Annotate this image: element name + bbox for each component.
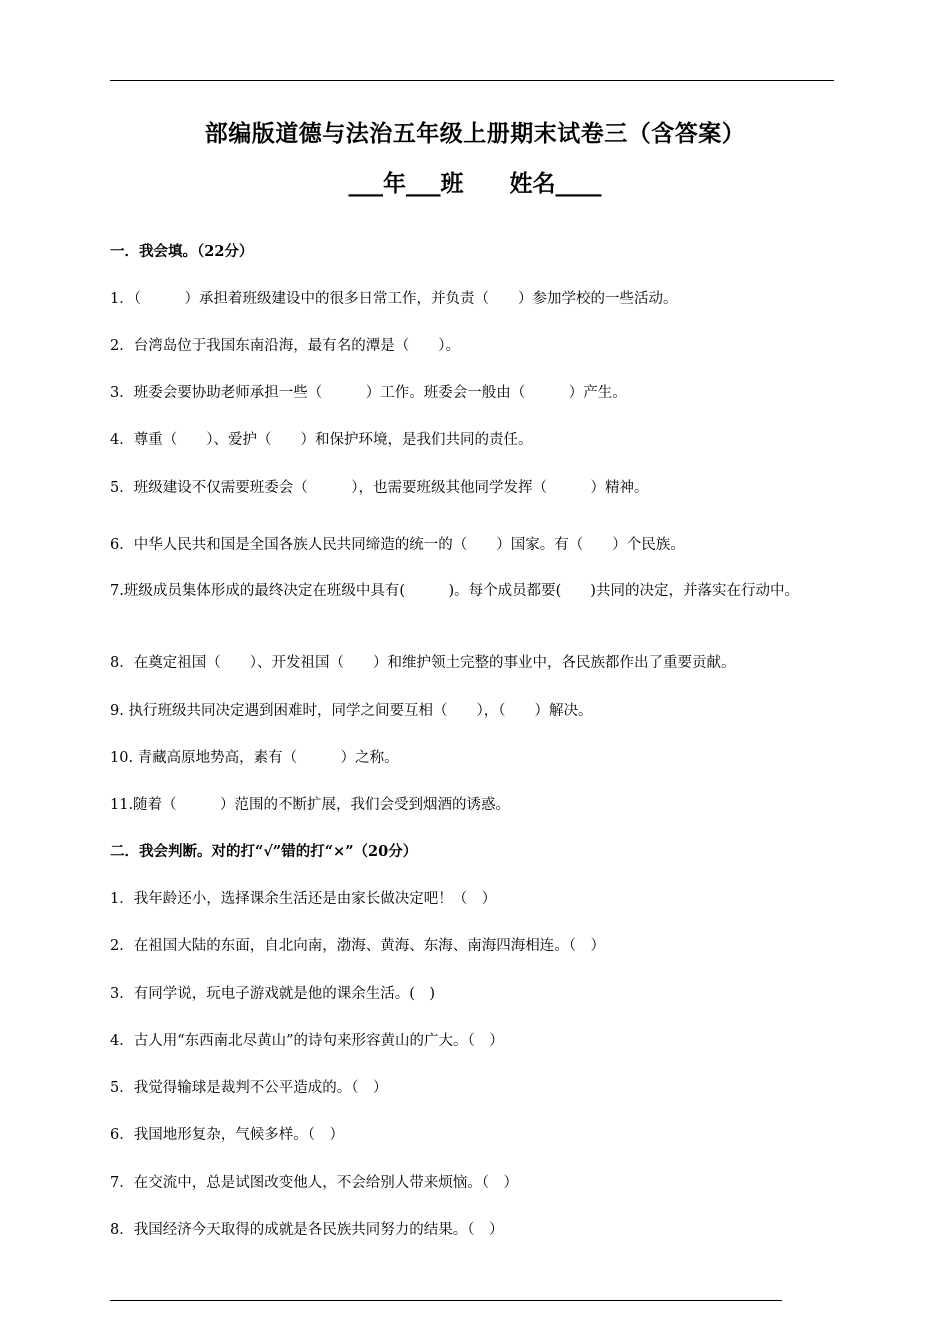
fill-question-5: 5．班级建设不仅需要班委会（ ），也需要班级其他同学发挥（ ）精神。 bbox=[110, 480, 649, 496]
fill-question-11: 11.随着（ ）范围的不断扩展，我们会受到烟酒的诱惑。 bbox=[110, 797, 511, 813]
fill-question-1: 1．（ ）承担着班级建设中的很多日常工作，并负责（ ）参加学校的一些活动。 bbox=[110, 291, 678, 307]
fill-question-4: 4．尊重（ ）、爱护（ ）和保护环境，是我们共同的责任。 bbox=[110, 432, 533, 448]
fill-question-6: 6．中华人民共和国是全国各族人民共同缔造的统一的（ ）国家。有（ ）个民族。 bbox=[110, 537, 685, 553]
fill-question-10: 10. 青藏高原地势高，素有（ ）之称。 bbox=[110, 750, 399, 766]
judge-question-5: 5．我觉得输球是裁判不公平造成的。（ ） bbox=[110, 1080, 388, 1096]
fill-question-7: 7.班级成员集体形成的最终决定在班级中具有( )。每个成员都要( )共同的决定，并落实在行动中。 bbox=[110, 583, 799, 599]
header-rule bbox=[110, 80, 834, 81]
judge-question-4: 4．古人用“东西南北尽黄山”的诗句来形容黄山的广大。（ ） bbox=[110, 1033, 504, 1049]
fill-question-9: 9. 执行班级共同决定遇到困难时，同学之间要互相（ ），（ ）解决。 bbox=[110, 703, 593, 719]
section2-heading: 二．我会判断。对的打“√”错的打“×”（20分） bbox=[110, 843, 418, 860]
fill-question-3: 3．班委会要协助老师承担一些（ ）工作。班委会一般由（ ）产生。 bbox=[110, 385, 627, 401]
judge-question-8: 8．我国经济今天取得的成就是各民族共同努力的结果。（ ） bbox=[110, 1222, 504, 1238]
judge-question-2: 2．在祖国大陆的东面，自北向南，渤海、黄海、东海、南海四海相连。（ ） bbox=[110, 938, 605, 954]
fill-question-2: 2．台湾岛位于我国东南沿海，最有名的潭是（ ）。 bbox=[110, 338, 460, 354]
judge-question-6: 6．我国地形复杂，气候多样。（ ） bbox=[110, 1127, 344, 1143]
judge-question-3: 3．有同学说，玩电子游戏就是他的课余生活。( ) bbox=[110, 986, 436, 1002]
judge-question-1: 1．我年龄还小，选择课余生活还是由家长做决定吧！（ ） bbox=[110, 891, 497, 907]
judge-question-7: 7．在交流中，总是试图改变他人，不会给别人带来烦恼。（ ） bbox=[110, 1175, 518, 1191]
class-name-line: ___年___班 姓名____ bbox=[348, 170, 602, 197]
page-title: 部编版道德与法治五年级上册期末试卷三（含答案） bbox=[204, 120, 746, 147]
section1-heading: 一．我会填。（22分） bbox=[110, 243, 254, 260]
footer-rule bbox=[110, 1300, 782, 1301]
fill-question-8: 8．在奠定祖国（ ）、开发祖国（ ）和维护领土完整的事业中，各民族都作出了重要贡献。 bbox=[110, 655, 736, 671]
